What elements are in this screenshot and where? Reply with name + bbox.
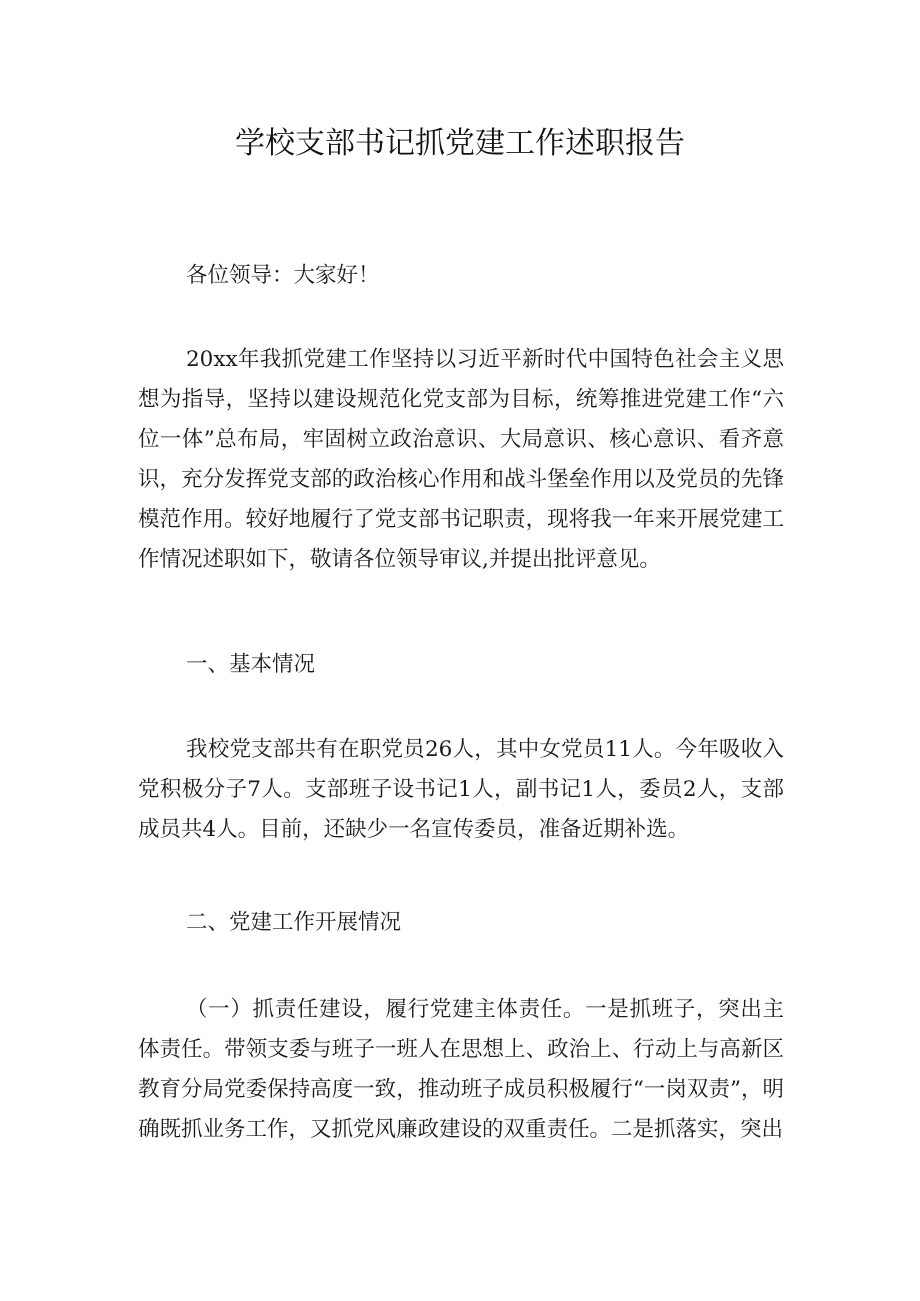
responsibility-paragraph: （一）抓责任建设，履行党建主体责任。一是抓班子，突出主体责任。带领支委与班子一班人在思想上、政治上、行动上与高新区教育分局党委保持高度一致，推动班子成员积极履行“一岗双责”，明确既抓业务工作，又抓党风廉政建设的双重责任。二是抓落实，突出 — [138, 997, 784, 1142]
document-title: 学校支部书记抓党建工作述职报告 — [235, 126, 685, 161]
section-heading-basic: 一、基本情况 — [186, 652, 316, 677]
basic-situation-paragraph: 我校党支部共有在职党员26人，其中女党员11人。今年吸收入党积极分子7人。支部班子设书记1人，副书记1人，委员2人，支部成员共4人。目前，还缺少一名宣传委员，准备近期补选。 — [138, 737, 784, 842]
greeting: 各位领导：大家好！ — [186, 263, 380, 288]
intro-paragraph: 20xx年我抓党建工作坚持以习近平新时代中国特色社会主义思想为指导，坚持以建设规范化党支部为目标，统筹推进党建工作“六位一体”总布局，牢固树立政治意识、大局意识、核心意识、看齐意识，充分发挥党支部的政治核心作用和战斗堡垒作用以及党员的先锋模范作用。较好地履行了党支部书记职责，现将我一年来开展党建工作情况述职如下，敬请各位领导审议,并提出批评意见。 — [138, 347, 784, 572]
section-heading-work: 二、党建工作开展情况 — [186, 910, 402, 935]
